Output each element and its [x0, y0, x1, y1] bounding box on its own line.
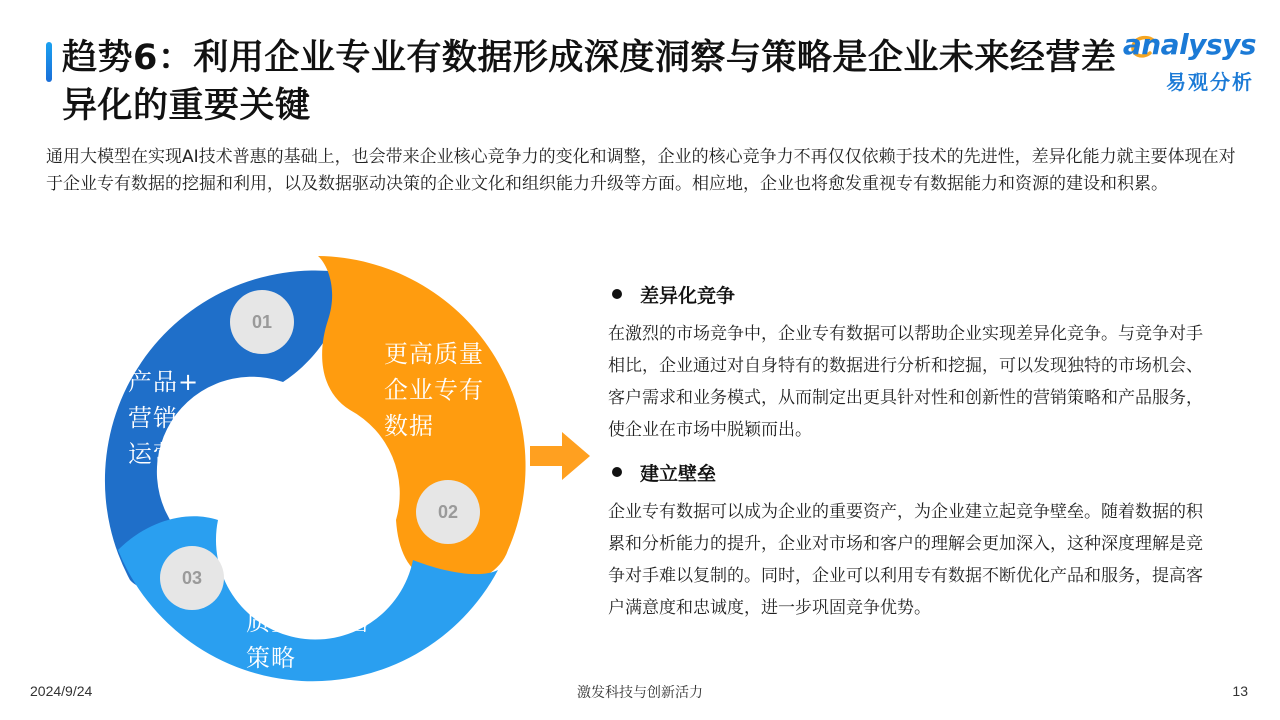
logo-text-en: analysys: [1122, 28, 1256, 61]
segment-02-number: 02: [416, 480, 480, 544]
footer-slogan: 激发科技与创新活力: [577, 685, 703, 701]
bullet-item: [608, 458, 1212, 624]
segment-03-label: 更好的模型 质量与经营 策略: [246, 572, 371, 672]
intro-paragraph: 通用大模型在实现AI技术普惠的基础上，也会带来企业核心竞争力的变化和调整，企业的核心竞争力不再仅仅依赖于技术的先进性，差异化能力就主要体现在对于企业专有数据的挖掘和利用，以及数据驱动决策的企业文化和组织能力升级等方面。相应地，企业也将愈发重视专有数据能力和资源的建设和积累。: [46, 147, 1236, 194]
bullet-text: 企业专有数据可以成为企业的重要资产，为企业建立起竞争壁垒。随着数据的积累和分析能力的提升，企业对市场和客户的理解会更加深入，这种深度理解是竞争对手难以复制的。同时，企业可以利用专有数据不断优化产品和服务，提高客户满意度和忠诚度，进一步巩固竞争优势。: [608, 502, 1203, 618]
segment-01-label: 产品+ 营销+ 运营: [128, 368, 200, 468]
page-number: 13: [1232, 683, 1248, 699]
cycle-diagram: [78, 250, 538, 690]
right-arrow-icon: [528, 428, 592, 484]
segment-02-label: 更高质量 企业专有 数据: [384, 340, 484, 440]
footer-date: 2024/9/24: [30, 683, 93, 699]
bullet-dot-icon: [612, 467, 622, 477]
bullet-item: [608, 280, 1212, 446]
analysys-logo: [1122, 28, 1260, 98]
bullet-heading: 建立壁垒: [640, 462, 717, 485]
bullet-text: 在激烈的市场竞争中，企业专有数据可以帮助企业实现差异化竞争。与竞争对手相比，企业通过对自身特有的数据进行分析和挖掘，可以发现独特的市场机会、客户需求和业务模式，从而制定出更具针对性和创新性的营销策略和产品服务，使企业在市场中脱颖而出。: [608, 324, 1203, 440]
bullet-heading: 差异化竞争: [640, 284, 736, 307]
page-title: 趋势6：利用企业专业有数据形成深度洞察与策略是企业未来经营差异化的重要关键: [62, 38, 1117, 126]
logo-text-cn: 易观分析: [1166, 70, 1254, 94]
bullet-list: [608, 280, 1212, 624]
segment-03-number: 03: [160, 546, 224, 610]
segment-01-number: 01: [230, 290, 294, 354]
bullet-dot-icon: [612, 289, 622, 299]
title-accent-bar: [46, 42, 52, 82]
